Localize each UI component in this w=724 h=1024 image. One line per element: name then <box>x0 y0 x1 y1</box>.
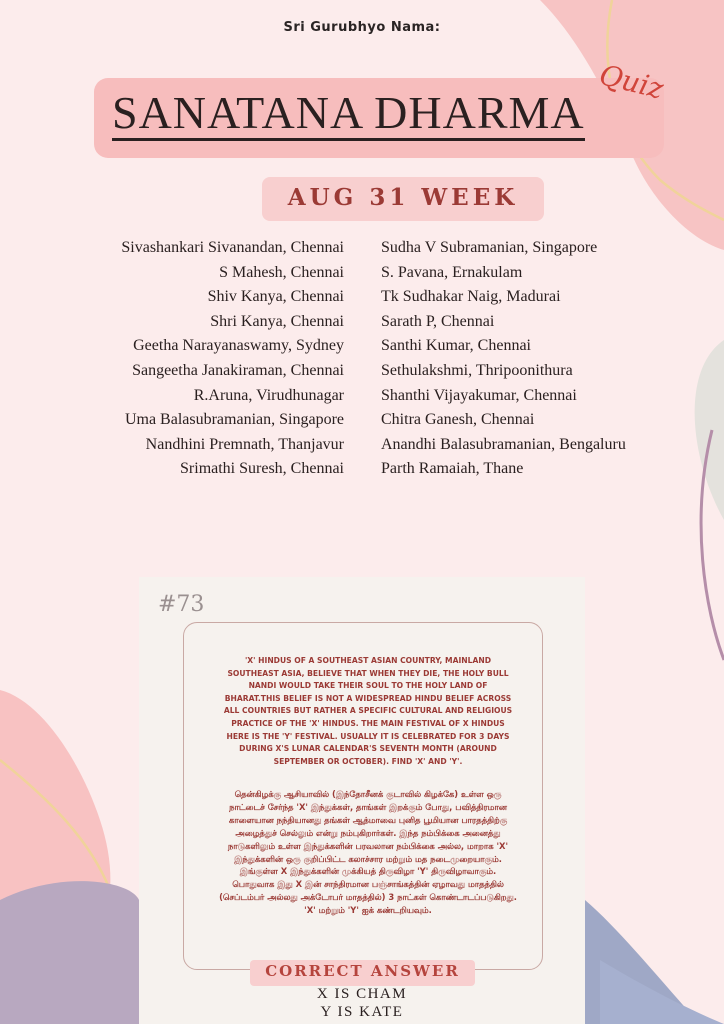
winner-name: Srimathi Suresh, Chennai <box>180 460 344 478</box>
answer-line-y: Y IS KATE <box>320 1004 404 1020</box>
winners-right-column <box>381 236 626 482</box>
invocation-text: Sri Gurubhyo Nama: <box>283 20 441 35</box>
winner-name: Sivashankari Sivanandan, Chennai <box>121 239 344 256</box>
winner-name: S Mahesh, Chennai <box>219 263 344 281</box>
question-number: #73 <box>158 592 205 617</box>
winner-name: Sethulakshmi, Thripoonithura <box>381 361 573 379</box>
winner-name: R.Aruna, Virudhunagar <box>193 386 344 404</box>
winner-name: Shri Kanya, Chennai <box>210 312 344 330</box>
winner-name: Parth Ramaiah, Thane <box>381 460 524 478</box>
winner-name: S. Pavana, Ernakulam <box>381 263 523 281</box>
winner-name: Anandhi Balasubramanian, Bengaluru <box>381 435 626 453</box>
winner-name: Chitra Ganesh, Chennai <box>381 411 535 429</box>
winner-name: Santhi Kumar, Chennai <box>381 337 531 355</box>
page-title: SANATANA DHARMA <box>112 88 585 141</box>
winner-name: Shiv Kanya, Chennai <box>207 288 344 306</box>
question-text-english: 'X' HINDUS OF A SOUTHEAST ASIAN COUNTRY, MAINLAND SOUTHEAST ASIA, BELIEVE THAT WHEN THEY DIE, THE HOLY BULL NANDI WOULD TAKE THEIR SOUL TO THE HOLY LAND OF BHARAT.THIS BELIEF IS NOT A WIDESPREAD HINDU BELIEF ACROSS ALL COUNTRIES BUT RATHER A SPECIFIC CULTURAL AND RELIGIOUS PRACTICE OF THE 'X' HINDUS. THE MAIN FESTIVAL OF X HINDUS HERE IS THE 'Y' FESTIVAL. USUALLY IT IS CELEBRATED FOR 3 DAYS DURING X'S LUNAR CALENDAR'S SEVENTH MONTH (AROUND SEPTEMBER OR OCTOBER). FIND 'X' AND 'Y'. <box>223 656 513 766</box>
winner-name: Sudha V Subramanian, Singapore <box>381 239 598 256</box>
answer-label: CORRECT ANSWER <box>265 962 460 980</box>
winner-name: Shanthi Vijayakumar, Chennai <box>381 386 577 404</box>
question-text-tamil: தென்கிழக்கு ஆசியாவில் (இந்தோசீனக் குடாவில் கிழக்கே) உள்ள ஒரு நாட்டைச் சேர்ந்த 'X' இந்துக்கள், தாங்கள் இறக்கும் போது, பவித்திரமான காளையான நந்தியானது தங்கள் ஆத்மாவை புனித பூமியான பாரதத்திற்கு அழைத்துச் செல்லும் என்று நம்புகிறார்கள். இந்த நம்பிக்கை அனைத்து நாடுகளிலும் உள்ள இந்துக்களின் பரவலான நம்பிக்கை அல்ல, மாறாக 'X' இந்துக்களின் ஒரு குறிப்பிட்ட கலாச்சார மற்றும் மத நடைமுறையாகும். இங்குள்ள X இந்துக்களின் முக்கியத் திருவிழா 'Y' திருவிழாவாகும். பொதுவாக இது X இன் சாந்திரமான பஞ்சாங்கத்தின் ஏழாவது மாதத்தில் (செப்டம்பர் அல்லது அக்டோபர் மாதத்தில்) 3 நாட்கள் கொண்டாடப்படுகிறது. 'X' மற்றும் 'Y' ஐக் கண்டறியவும். <box>219 789 517 916</box>
answer-line-x: X IS CHAM <box>316 986 408 1002</box>
winner-name: Sangeetha Janakiraman, Chennai <box>132 361 344 379</box>
quiz-badge: Quiz <box>596 58 667 106</box>
winner-name: Uma Balasubramanian, Singapore <box>124 411 344 429</box>
winner-name: Tk Sudhakar Naig, Madurai <box>381 288 561 306</box>
week-label: AUG 31 WEEK <box>287 184 519 211</box>
winner-name: Geetha Narayanaswamy, Sydney <box>133 337 344 355</box>
winner-name: Sarath P, Chennai <box>381 312 495 330</box>
winners-left-column <box>121 236 344 482</box>
winner-name: Nandhini Premnath, Thanjavur <box>145 435 344 453</box>
